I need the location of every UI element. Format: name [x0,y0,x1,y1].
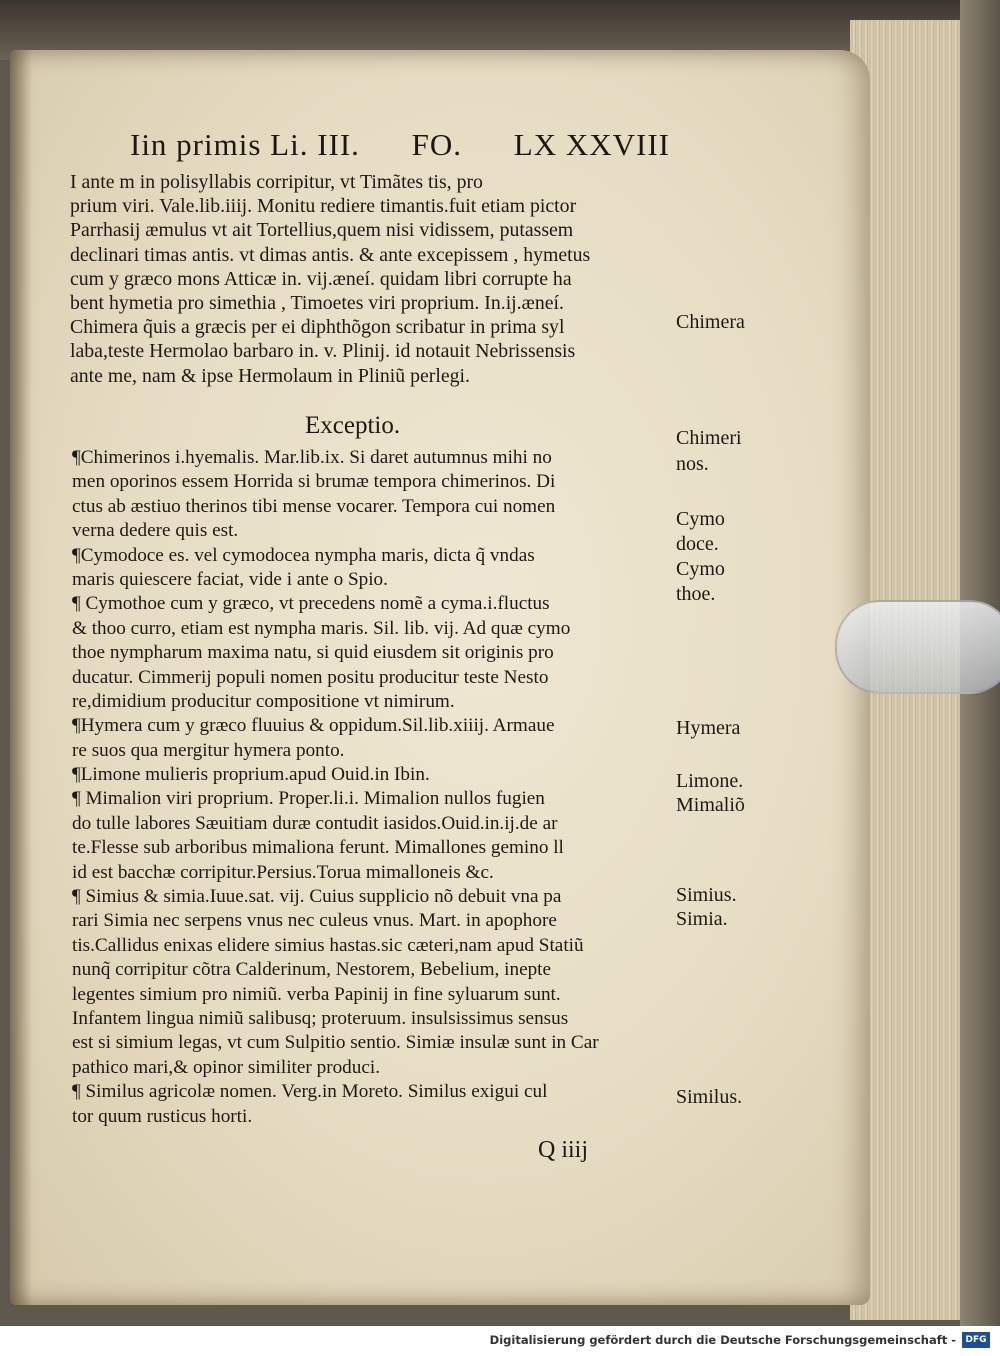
footer-bar [0,1326,1000,1356]
header-left: Iin primis Li. III. [130,127,360,162]
text-line: bent hymetia pro simethia , Timoetes viri proprium. In.ij.æneí. [70,291,564,314]
text-line: Infantem lingua nimiũ salibusq; proteruum. insulsissimus sensus [72,1007,569,1029]
text-line: est si simium legas, vt cum Sulpitio sentio. Simiæ insulæ sunt in Car [72,1032,599,1054]
marginal-note: Similus. [676,1086,743,1108]
funding-notice: Digitalisierung gefördert durch die Deutsche Forschungsgemeinschaft - [489,1333,956,1347]
text-line: re,dimidium producitur compositione vt nimirum. [72,690,455,712]
text-line: ¶Chimerinos i.hyemalis. Mar.lib.ix. Si daret autumnus mihi no [72,447,552,468]
text-line: laba,teste Hermolao barbaro in. v. Plinij. id notauit Nebrissensis [70,340,576,363]
text-line: ¶ Mimalion viri proprium. Proper.li.i. Mimalion nullos fugien [72,788,545,810]
text-line: rari Simia nec serpens vnus nec culeus vnus. Mart. in apophore [72,910,557,932]
text-line: ¶ Simius & simia.Iuue.sat. vij. Cuius supplicio nõ debuit vna pa [72,886,562,908]
text-line: ctus ab æstiuo therinos tibi mense vocarer. Tempora cui nomen [72,495,556,517]
text-line: legentes simium pro nimiũ. verba Papinij in fine syluarum sunt. [72,983,561,1005]
marginal-note: Simius. [676,884,737,906]
marginal-note: doce. [676,533,719,555]
marginal-note: Chimera [676,311,745,333]
text-line: do tulle labores Sæuitiam duræ contudit iasidos.Ouid.in.ij.de ar [72,812,558,834]
text-line: ducatur. Cimmerij populi nomen positu producitur teste Nesto [72,666,549,688]
text-line: ¶ Cymothoe cum y græco, vt precedens nomẽ a cyma.i.fluctus [72,593,550,615]
text-line: tor quum rusticus horti. [72,1105,253,1127]
text-line: I ante m in polisyllabis corripitur, vt Timãtes tis, pro [70,171,483,193]
text-block-intro [70,170,670,388]
text-line: ¶Cymodoce es. vel cymodocea nympha maris, dicta q̃ vndas [72,544,535,566]
signature-mark: Q iiij [538,1137,589,1163]
marginal-note: Mimaliõ [676,794,745,816]
text-block-exceptio [72,446,672,1129]
page-gutter-shadow [10,50,32,1305]
text-line: te.Flesse sub arboribus mimaliona ferunt. Mimallones gemino ll [72,837,564,859]
text-line: prium viri. Vale.lib.iiij. Monitu rediere timantis.fuit etiam pictor [70,195,577,218]
marginal-note: Chimeri [676,427,742,449]
text-line: tis.Callidus enixas elidere simius hastas.sic cæteri,nam apud Statiũ [72,934,584,956]
text-line: nunq̃ corripitur cõtra Calderinum, Nestorem, Bebelium, inepte [72,959,552,981]
marginal-note: Simia. [676,908,728,930]
text-line: men oporinos essem Horrida si brumæ tempora chimerinos. Di [72,471,556,493]
text-line: cum y græco mons Atticæ in. vij.æneí. quidam libri corrupte ha [70,267,572,290]
marginal-note: Hymera [676,717,741,739]
text-line: declinari timas antis. vt dimas antis. & ante excepissem , hymetus [70,243,591,266]
text-line: ¶ Similus agricolæ nomen. Verg.in Moreto. Similus exigui cul [72,1081,548,1103]
text-line: pathico mari,& opinor similiter produci. [72,1056,381,1078]
marginal-note: nos. [676,453,709,475]
text-line: ¶Hymera cum y græco fluuius & oppidum.Sil.lib.xiiij. Armaue [72,715,555,737]
text-line: Chimera q̃uis a græcis per ei diphthõgon scribatur in prima syl [70,316,565,339]
dfg-logo: DFG [962,1332,990,1348]
header-folio-number: LX XXVIII [513,127,670,162]
marginal-note: Cymo [676,508,725,530]
header-mid: FO. [411,127,463,162]
text-line: thoe nympharum maxima natu, si quid eiusdem sit originis pro [72,642,554,664]
text-line: ante me, nam & ipse Hermolaum in Pliniũ perlegi. [70,364,470,387]
text-line: maris quiescere faciat, vide i ante o Spio. [72,568,388,590]
marginal-note: Cymo [676,558,725,580]
text-line: verna dedere quis est. [72,520,239,542]
marginal-note: Limone. [676,770,744,792]
running-header [130,127,670,167]
marginal-note: thoe. [676,583,716,605]
section-title: Exceptio. [305,412,401,439]
text-line: ¶Limone mulieris proprium.apud Ouid.in Ibin. [72,764,430,786]
text-line: re suos qua mergitur hymera ponto. [72,739,345,761]
text-line: id est bacchæ corripitur.Persius.Torua mimalloneis &c. [72,861,494,883]
text-line: & thoo curro, etiam est nympha maris. Sil. lib. vij. Ad quæ cymo [72,617,571,639]
page-clip [835,600,1000,694]
text-line: Parrhasij æmulus vt ait Tortellius,quem nisi vidissem, putassem [70,219,574,242]
